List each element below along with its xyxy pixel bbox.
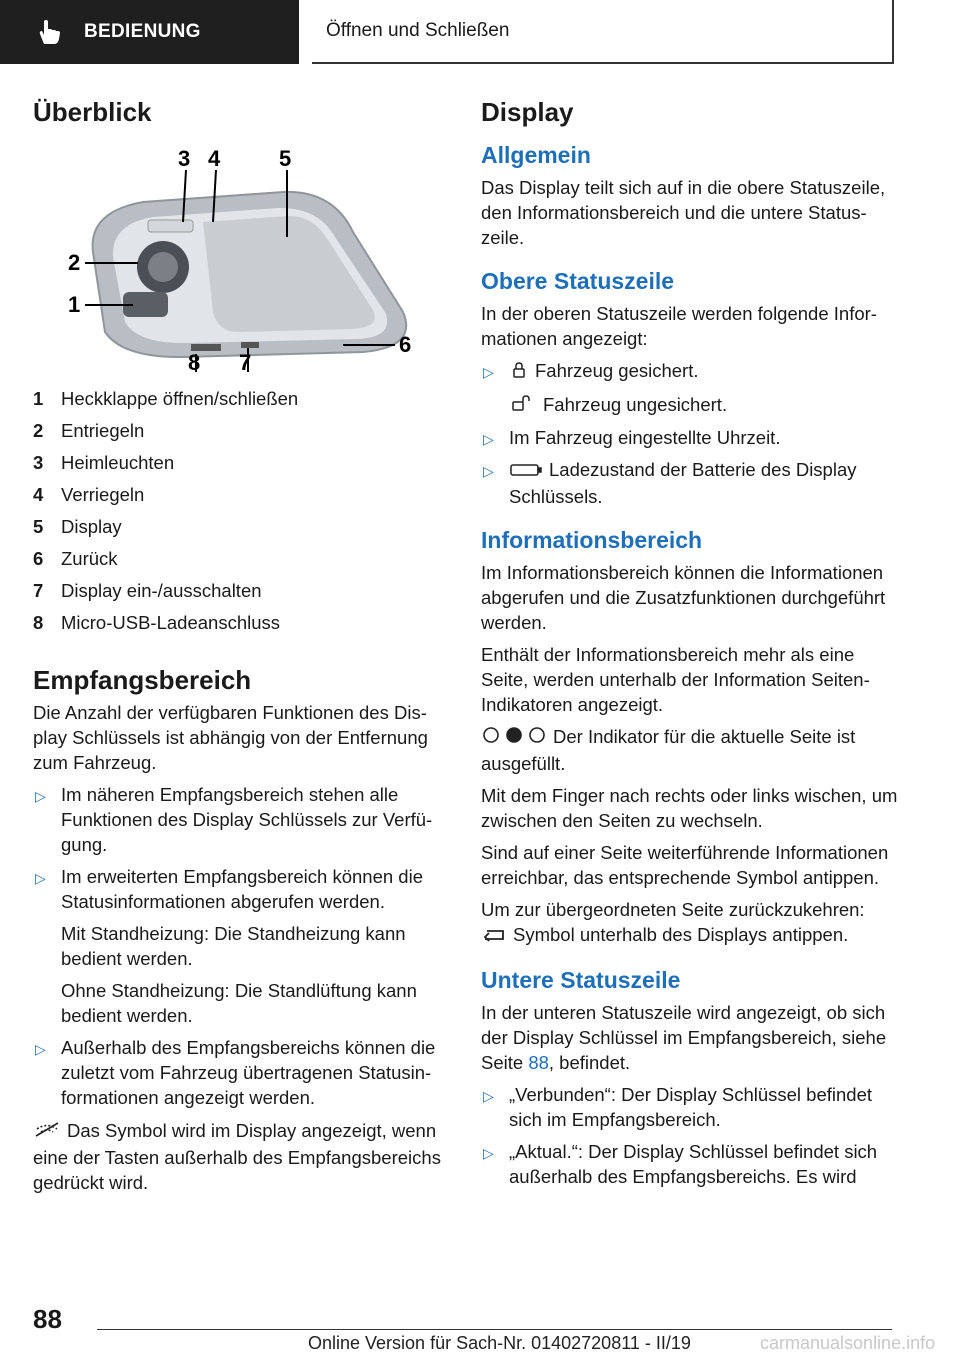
range-sub-1: Mit Standheizung: Die Standheizung kann bedient werden. [61, 923, 406, 969]
list-item: ▷ „Aktual.“: Der Display Schlüssel befindet sich außerhalb des Empfangsbereichs. Es wird [483, 1140, 878, 1187]
range-intro: Die Anzahl der verfügbaren Funktionen des Display Schlüssels ist abhängig von der Entfernung zum Fahrzeug. [33, 702, 428, 773]
info-p3: Der Indikator für die aktuelle Seite ist ausgefüllt. [481, 725, 856, 774]
list-item: ▷ Ladezustand der Batterie des Display Schlüssels. [483, 459, 857, 507]
range-heading: Empfangsbereich [33, 665, 252, 695]
lower-status-text: In der unteren Statuszeile wird angezeigt, ob sich der Display Schlüssel im Empfangsbereich, siehe Seite 88, befindet. [481, 1001, 887, 1073]
list-item: ▷ „Verbunden“: Der Display Schlüssel befindet sich im Empfangsbereich. [483, 1083, 872, 1130]
list-item: ▷ Im Fahrzeug eingestellte Uhrzeit. [481, 425, 901, 450]
triangle-bullet-icon: ▷ [35, 870, 46, 886]
chapter-title: Öffnen und Schließen [312, 0, 894, 64]
triangle-bullet-icon: ▷ [35, 788, 46, 804]
list-item: ▷ Fahrzeug gesichert. Fahrzeug ungesichert. [481, 358, 901, 418]
info-p1: Im Informationsbereich können die Informationen abgerufen und die Zusatzfunktionen durchgeführt werden. [481, 561, 886, 633]
callout-6: 6 [399, 332, 412, 357]
callout-8: 8 [188, 350, 201, 372]
lock-open-icon [509, 393, 537, 418]
parts-list [33, 386, 448, 642]
callout-7: 7 [239, 350, 252, 372]
list-item: 1 Heckklappe öffnen/schließen [33, 388, 299, 409]
info-p2: Enthält der Informationsbereich mehr als eine Seite, werden unterhalb der Information Seiten-Indikatoren angezeigt. [481, 643, 870, 715]
info-p5: Sind auf einer Seite weiterführende Informationen erreichbar, das entsprechende Symbol antippen. [481, 841, 889, 888]
general-text: Das Display teilt sich auf in die obere Statuszeile, den Informationsbereich und die untere Statuszeile. [481, 177, 886, 248]
footer-divider [97, 1329, 892, 1330]
list-item: 5 Display [33, 516, 122, 537]
triangle-bullet-icon: ▷ [483, 364, 494, 380]
callout-3: 3 [178, 146, 191, 171]
callout-2: 2 [68, 250, 81, 275]
left-column [33, 96, 448, 1202]
display-key-figure [33, 142, 443, 372]
list-item: ▷ Im erweiterten Empfangsbereich können die Statusinformationen abgerufen werden. Mit Standheizung: Die Standheizung kann bedient werden. Ohne Standheizung: Die Standlüftung kann bedient werden. [33, 864, 448, 1028]
triangle-bullet-icon: ▷ [483, 1087, 494, 1104]
list-item: 2 Entriegeln [33, 420, 145, 441]
watermark: carmanualsonline.info [760, 1333, 936, 1353]
triangle-bullet-icon: ▷ [483, 431, 494, 448]
range-note: Das Symbol wird im Display angezeigt, wenn eine der Tasten außerhalb des Empfangsbereichs gedrückt wird. [33, 1120, 441, 1193]
list-item: 3 Heimleuchten [33, 452, 175, 473]
upper-status-heading: Obere Statuszeile [481, 268, 675, 294]
triangle-bullet-icon: ▷ [35, 1041, 46, 1057]
callout-5: 5 [279, 146, 292, 171]
list-item: ▷ Außerhalb des Empfangsbereichs können die zuletzt vom Fahrzeug übertragenen Statusinformationen angezeigt werden. [35, 1037, 436, 1108]
upper-b1-sub: Fahrzeug ungesichert. [509, 392, 901, 419]
list-item: ▷ Im näheren Empfangsbereich stehen alle Funktionen des Display Schlüssels zur Verfügung. [35, 784, 433, 855]
out-of-range-icon [33, 1120, 61, 1145]
list-item: 7 Display ein-/ausschalten [33, 580, 262, 601]
footer-online-version: Online Version für Sach-Nr. 01402720811 - II/19 [308, 1333, 691, 1353]
back-arrow-icon [481, 924, 507, 949]
range-sub-2: Ohne Standheizung: Die Standlüftung kann bedient werden. [61, 980, 417, 1026]
upper-status-bullets [481, 358, 901, 509]
display-heading: Display [481, 97, 574, 127]
battery-icon [509, 459, 543, 484]
info-p6: Um zur übergeordneten Seite zurückzukehren: Symbol unterhalb des Displays antippen. [481, 897, 901, 949]
info-p4: Mit dem Finger nach rechts oder links wischen, um zwischen den Seiten zu wechseln. [481, 784, 898, 831]
section-label: BEDIENUNG [84, 21, 201, 42]
info-area-heading: Informationsbereich [481, 526, 703, 553]
page-number: 88 [33, 1304, 62, 1334]
general-heading: Allgemein [481, 142, 591, 168]
range-bullets [33, 782, 448, 1110]
lock-closed-icon [509, 360, 529, 385]
list-item: 4 Verriegeln [33, 484, 145, 505]
triangle-bullet-icon: ▷ [483, 463, 494, 480]
section-tab [0, 0, 299, 64]
overview-heading: Überblick [33, 97, 152, 127]
right-column [481, 96, 901, 1197]
page-indicator-icon [481, 725, 547, 751]
lower-status-heading: Untere Statuszeile [481, 966, 681, 993]
hand-pointer-icon [30, 13, 68, 51]
list-item: 8 Micro-USB-Ladeanschluss [33, 612, 281, 633]
upper-status-text: In der oberen Statuszeile werden folgende Informationen angezeigt: [481, 303, 877, 349]
triangle-bullet-icon: ▷ [483, 1144, 494, 1161]
callout-4: 4 [208, 146, 221, 171]
lower-status-bullets [481, 1082, 901, 1189]
list-item: 6 Zurück [33, 548, 118, 569]
callout-1: 1 [68, 292, 81, 317]
page-link[interactable]: 88 [528, 1051, 549, 1073]
